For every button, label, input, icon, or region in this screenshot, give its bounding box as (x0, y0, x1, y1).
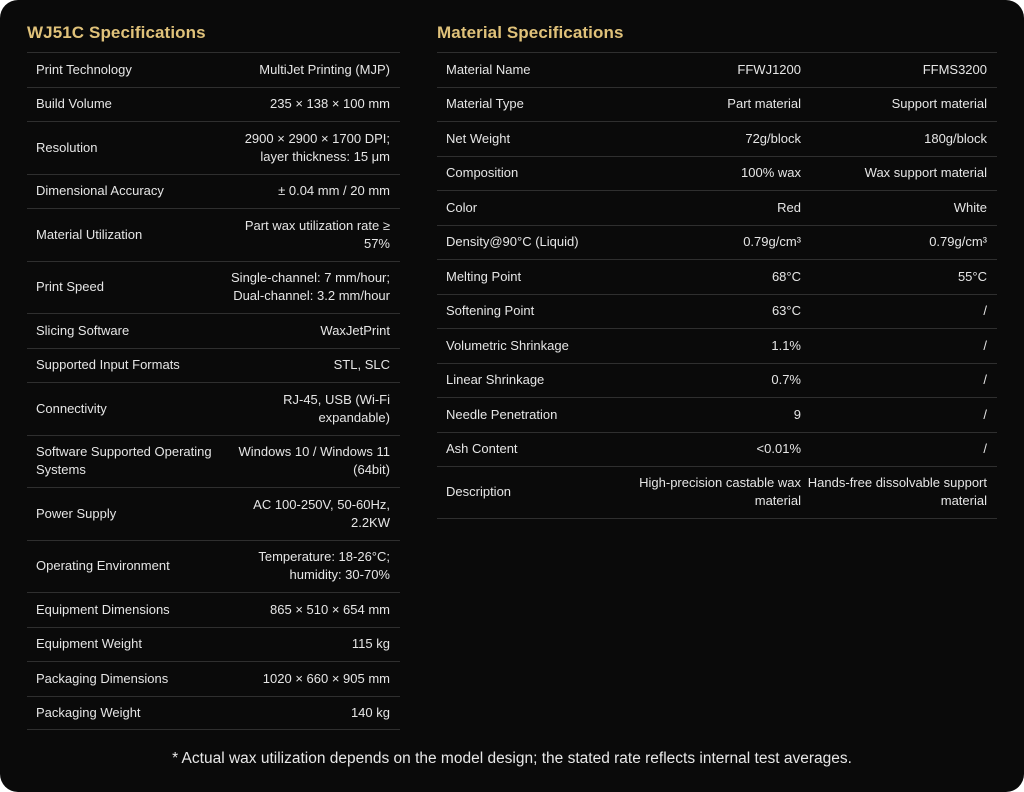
spec-label: Net Weight (446, 130, 511, 146)
spec-value: 115 kg (351, 636, 390, 652)
support-material-value: 180g/block (924, 130, 987, 146)
spec-value: AC 100-250V, 50-60Hz, 2.2KW (253, 496, 390, 530)
table-row (27, 435, 400, 488)
spec-label: Composition (446, 165, 519, 181)
material-specs-section (437, 20, 997, 519)
spec-label: Linear Shrinkage (446, 372, 545, 388)
part-material-value: <0.01% (756, 441, 801, 457)
support-material-value: / (983, 406, 987, 422)
support-material-value: 55°C (957, 268, 987, 284)
spec-label: Power Supply (36, 505, 117, 521)
spec-label: Softening Point (446, 303, 535, 319)
support-material-value: Hands-free dissolvable support material (807, 475, 987, 509)
table-row (437, 225, 997, 260)
spec-value: Single-channel: 7 mm/hour; Dual-channel: 3.2 mm/hour (231, 270, 390, 304)
spec-label: Material Name (446, 61, 531, 77)
spec-value: Part wax utilization rate ≥ 57% (244, 217, 390, 251)
spec-label: Material Utilization (36, 226, 143, 242)
spec-value: 865 × 510 × 654 mm (270, 601, 390, 617)
spec-label: Ash Content (446, 441, 518, 457)
spec-value: 140 kg (350, 704, 390, 720)
support-material-value: / (983, 441, 987, 457)
table-row (27, 540, 400, 593)
spec-label: Density@90°C (Liquid) (446, 234, 579, 250)
part-material-value: 72g/block (745, 130, 801, 146)
part-material-value: 68°C (771, 268, 801, 284)
table-row (27, 592, 400, 627)
spec-label: Color (446, 199, 478, 215)
spec-label: Connectivity (36, 400, 107, 416)
spec-label: Slicing Software (36, 322, 130, 338)
support-material-value: FFMS3200 (922, 61, 987, 77)
part-material-value: 0.7% (771, 372, 801, 388)
support-material-value: White (953, 199, 987, 215)
support-material-value: Wax support material (864, 165, 987, 181)
spec-label: Build Volume (36, 96, 112, 112)
part-material-value: 63°C (771, 303, 801, 319)
spec-value: RJ-45, USB (Wi-Fi expandable) (283, 391, 390, 425)
spec-value: Temperature: 18-26°C; humidity: 30-70% (258, 549, 390, 583)
table-row (27, 87, 400, 122)
spec-value: 1020 × 660 × 905 mm (262, 670, 390, 686)
part-material-value: 9 (793, 406, 801, 422)
table-row (27, 313, 400, 348)
table-row (437, 432, 997, 467)
table-row (27, 121, 400, 174)
printer-specs-section (27, 20, 400, 730)
spec-label: Operating Environment (36, 558, 170, 574)
spec-label: Melting Point (446, 268, 522, 284)
spec-label: Resolution (36, 139, 98, 155)
part-material-value: FFWJ1200 (737, 61, 801, 77)
printer-specs-title: WJ51C Specifications (27, 23, 206, 42)
table-row (437, 156, 997, 191)
spec-value: ± 0.04 mm / 20 mm (278, 183, 390, 199)
table-row (437, 363, 997, 398)
table-row (27, 261, 400, 314)
part-material-value: Red (777, 199, 801, 215)
support-material-value: / (983, 372, 987, 388)
spec-label: Equipment Dimensions (36, 601, 170, 617)
table-row (27, 487, 400, 540)
part-material-value: 100% wax (741, 165, 801, 181)
spec-value: WaxJetPrint (320, 322, 390, 338)
spec-label: Needle Penetration (446, 406, 558, 422)
table-row (27, 52, 400, 87)
part-material-value: 0.79g/cm³ (743, 234, 801, 250)
table-row (437, 52, 997, 87)
spec-value: MultiJet Printing (MJP) (259, 61, 390, 77)
spec-value: Windows 10 / Windows 11 (64bit) (238, 444, 390, 478)
part-material-value: High-precision castable wax material (639, 475, 801, 509)
spec-value: 2900 × 2900 × 1700 DPI; layer thickness: 15 μm (244, 130, 390, 164)
table-row (27, 661, 400, 696)
support-material-value: / (983, 303, 987, 319)
spec-label: Packaging Dimensions (36, 670, 169, 686)
table-row (27, 174, 400, 209)
material-specs-title: Material Specifications (437, 23, 624, 42)
spec-label: Packaging Weight (36, 704, 141, 720)
table-row (27, 208, 400, 261)
spec-label: Print Speed (36, 279, 104, 295)
material-specs-table (437, 52, 997, 519)
table-row (437, 121, 997, 156)
table-row (27, 696, 400, 731)
spec-label: Print Technology (36, 61, 132, 77)
table-row (27, 348, 400, 383)
table-row (437, 87, 997, 122)
table-row (27, 382, 400, 435)
spec-label: Software Supported Operating Systems (36, 444, 212, 478)
footnote: * Actual wax utilization depends on the model design; the stated rate reflects internal test averages. (172, 750, 852, 767)
table-row (437, 259, 997, 294)
table-row (437, 397, 997, 432)
support-material-value: / (983, 337, 987, 353)
spec-value: 235 × 138 × 100 mm (270, 96, 390, 112)
part-material-value: 1.1% (771, 337, 801, 353)
spec-label: Material Type (446, 96, 524, 112)
spec-label: Supported Input Formats (36, 357, 180, 373)
printer-specs-table (27, 52, 400, 730)
spec-label: Description (446, 484, 512, 500)
part-material-value: Part material (727, 96, 801, 112)
spec-value: STL, SLC (333, 357, 390, 373)
spec-label: Dimensional Accuracy (36, 183, 164, 199)
table-row (437, 466, 997, 519)
table-row (437, 328, 997, 363)
table-row (437, 190, 997, 225)
table-row (27, 627, 400, 662)
support-material-value: Support material (891, 96, 987, 112)
spec-label: Volumetric Shrinkage (446, 337, 569, 353)
spec-label: Equipment Weight (36, 636, 142, 652)
table-row (437, 294, 997, 329)
support-material-value: 0.79g/cm³ (929, 234, 987, 250)
